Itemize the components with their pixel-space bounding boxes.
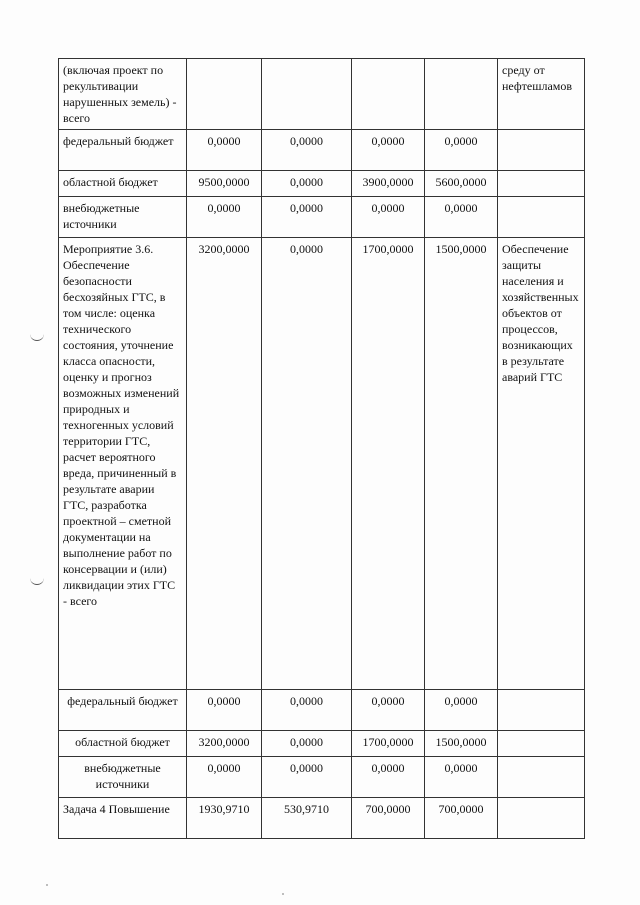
value-cell: 5600,0000 bbox=[425, 171, 498, 197]
value-cell: 0,0000 bbox=[187, 690, 262, 731]
value-cell: 0,0000 bbox=[262, 171, 352, 197]
table-row bbox=[59, 798, 585, 839]
empty-cell bbox=[498, 197, 585, 238]
value-cell: 0,0000 bbox=[262, 238, 352, 690]
table-row bbox=[59, 238, 585, 690]
task-label: Задача 4 Повышение bbox=[59, 798, 187, 839]
scan-speck bbox=[46, 884, 48, 886]
table-row bbox=[59, 690, 585, 731]
value-cell: 0,0000 bbox=[262, 731, 352, 757]
value-cell: 530,9710 bbox=[262, 798, 352, 839]
binding-mark-top bbox=[30, 334, 44, 341]
value-cell: 3900,0000 bbox=[352, 171, 425, 197]
empty-cell bbox=[498, 757, 585, 798]
value-cell bbox=[262, 59, 352, 130]
table-row bbox=[59, 130, 585, 171]
value-cell: 0,0000 bbox=[187, 197, 262, 238]
measure-description bbox=[59, 238, 187, 690]
value-cell: 1500,0000 bbox=[425, 731, 498, 757]
binding-mark-bottom bbox=[30, 578, 44, 585]
row-label: внебюджетные источники bbox=[59, 197, 187, 238]
budget-table bbox=[58, 58, 585, 839]
row-label: (включая проект по рекультивации нарушенных земель) - всего bbox=[59, 59, 187, 130]
value-cell: 0,0000 bbox=[262, 130, 352, 171]
value-cell: 1500,0000 bbox=[425, 238, 498, 690]
value-cell: 0,0000 bbox=[425, 130, 498, 171]
scan-speck bbox=[282, 893, 284, 895]
table-row bbox=[59, 757, 585, 798]
empty-cell bbox=[498, 798, 585, 839]
value-cell bbox=[352, 59, 425, 130]
value-cell: 0,0000 bbox=[352, 690, 425, 731]
value-cell: 0,0000 bbox=[425, 690, 498, 731]
value-cell bbox=[425, 59, 498, 130]
empty-cell bbox=[498, 171, 585, 197]
value-cell: 0,0000 bbox=[425, 757, 498, 798]
value-cell: 0,0000 bbox=[262, 757, 352, 798]
row-label: федеральный бюджет bbox=[59, 690, 187, 731]
value-cell: 9500,0000 bbox=[187, 171, 262, 197]
value-cell: 1700,0000 bbox=[352, 238, 425, 690]
table-row bbox=[59, 59, 585, 130]
table-row bbox=[59, 171, 585, 197]
value-cell: 3200,0000 bbox=[187, 731, 262, 757]
value-cell: 700,0000 bbox=[425, 798, 498, 839]
value-cell: 0,0000 bbox=[262, 197, 352, 238]
expected-result: Обеспечение защиты населения и хозяйственных объектов от процессов, возникающих в результате аварий ГТС bbox=[498, 238, 585, 690]
value-cell: 700,0000 bbox=[352, 798, 425, 839]
row-label: федеральный бюджет bbox=[59, 130, 187, 171]
value-cell: 1930,9710 bbox=[187, 798, 262, 839]
empty-cell bbox=[498, 130, 585, 171]
value-cell: 0,0000 bbox=[352, 757, 425, 798]
value-cell: 1700,0000 bbox=[352, 731, 425, 757]
row-label: внебюджетные источники bbox=[59, 757, 187, 798]
expected-result: среду от нефтешламов bbox=[498, 59, 585, 130]
table-row bbox=[59, 197, 585, 238]
row-label: областной бюджет bbox=[59, 731, 187, 757]
empty-cell bbox=[498, 690, 585, 731]
value-cell: 0,0000 bbox=[352, 130, 425, 171]
value-cell: 0,0000 bbox=[352, 197, 425, 238]
empty-cell bbox=[498, 731, 585, 757]
table-row bbox=[59, 731, 585, 757]
value-cell bbox=[187, 59, 262, 130]
value-cell: 0,0000 bbox=[425, 197, 498, 238]
measure-text: Мероприятие 3.6. Обеспечение безопасности бесхозяйных ГТС, в том числе: оценка технического состояния, уточнение класса опасности, оценку и прогноз возможных изменений природных и техногенных условий территории ГТС, расчет вероятного вреда, причиненный в результате аварии ГТС, разработка проектной – сметной документации на выполнение работ по консервации и (или) ликвидации этих ГТС bbox=[63, 242, 180, 592]
value-cell: 0,0000 bbox=[262, 690, 352, 731]
value-cell: 3200,0000 bbox=[187, 238, 262, 690]
measure-total-label: - всего bbox=[63, 594, 98, 608]
row-label: областной бюджет bbox=[59, 171, 187, 197]
value-cell: 0,0000 bbox=[187, 130, 262, 171]
value-cell: 0,0000 bbox=[187, 757, 262, 798]
